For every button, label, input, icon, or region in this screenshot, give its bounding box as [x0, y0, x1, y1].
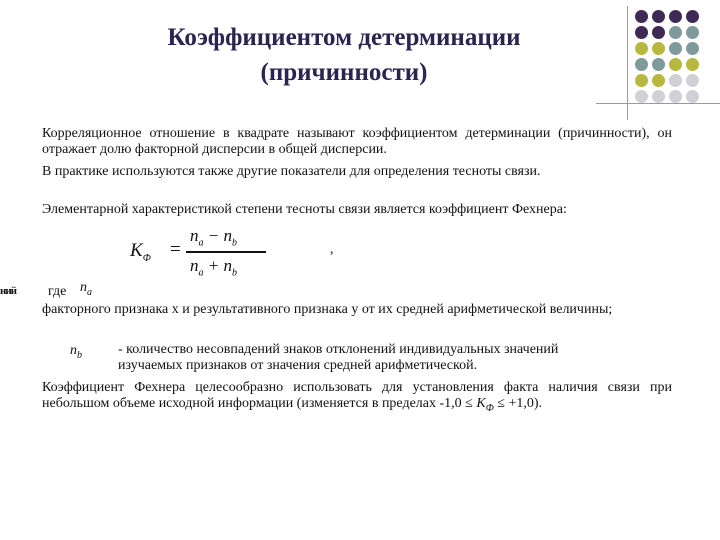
range-le-1: ≤: [465, 396, 473, 411]
decor-dot: [635, 26, 648, 39]
paragraph-fechner-usage: Коэффициент Фехнера целесообразно использовать для установления факта наличия связи при небольшом объеме исходной информации (изменяется в пределах $-1,0 \le K_Ф \le +1,0$).: [42, 380, 672, 414]
paragraph-fechner-intro: Элементарной характеристикой степени тесноты связи является коэффициент Фехнера:: [42, 202, 567, 217]
formula-lhs: $K_Ф$: [130, 240, 151, 264]
decor-dot: [686, 58, 699, 71]
decor-dot: [669, 10, 682, 23]
paragraph-factor-sign: факторного признака x и результативного признака y от их средней арифметической величины;: [42, 302, 613, 317]
decor-dot: [686, 26, 699, 39]
formula-denominator: $n_a + n_b$: [190, 256, 237, 279]
paragraph-practice: В практике используются также другие показатели для определения тесноты связи.: [42, 164, 541, 179]
formula-equals: =: [170, 239, 181, 260]
decor-dot: [652, 42, 665, 55]
formula-comma: ,: [330, 242, 334, 257]
where-word: где: [48, 284, 67, 299]
decor-dot: [669, 90, 682, 103]
decor-dot: [686, 10, 699, 23]
decor-dot: [635, 90, 648, 103]
paragraph-mismatch-line1: - количество несовпадений знаков отклонений индивидуальных значений изучаемых признаков от значения средней арифметической.: [118, 342, 559, 373]
range-k: $K_Ф$: [476, 396, 494, 414]
decor-dot: [669, 26, 682, 39]
decor-dot-grid: [625, 8, 720, 103]
fechner-formula: [130, 226, 330, 282]
decor-dot: [652, 10, 665, 23]
formula-fraction-bar: [186, 251, 266, 253]
where-symbol: $n_a$: [80, 280, 92, 298]
nb-symbol: $n_b$: [70, 343, 82, 361]
decor-dot: [635, 10, 648, 23]
decor-dot: [652, 74, 665, 87]
formula-numerator: $n_a - n_b$: [190, 226, 237, 249]
decor-dot: [652, 58, 665, 71]
paragraph-determination: Корреляционное отношение в квадрате называют коэффициентом детерминации (причинности), он отражает долю факторной дисперсии в общей дисперсии.: [42, 126, 672, 157]
decor-dot: [686, 90, 699, 103]
title-line-2: (причинности): [260, 59, 428, 86]
decor-dot: [652, 90, 665, 103]
decor-dot: [635, 58, 648, 71]
decor-dot: [669, 74, 682, 87]
decor-dot: [669, 42, 682, 55]
range-le-2: ≤: [497, 396, 505, 411]
decor-dot: [669, 58, 682, 71]
decor-dot: [635, 74, 648, 87]
left-edge-text: ний: [0, 285, 17, 297]
title-line-1: Коэффициентом детерминации: [167, 24, 521, 51]
decor-dot: [686, 42, 699, 55]
decor-dot: [652, 26, 665, 39]
slide-title: [84, 20, 604, 90]
decor-horizontal-line: [596, 103, 720, 104]
decor-dot: [686, 74, 699, 87]
decor-dot: [635, 42, 648, 55]
